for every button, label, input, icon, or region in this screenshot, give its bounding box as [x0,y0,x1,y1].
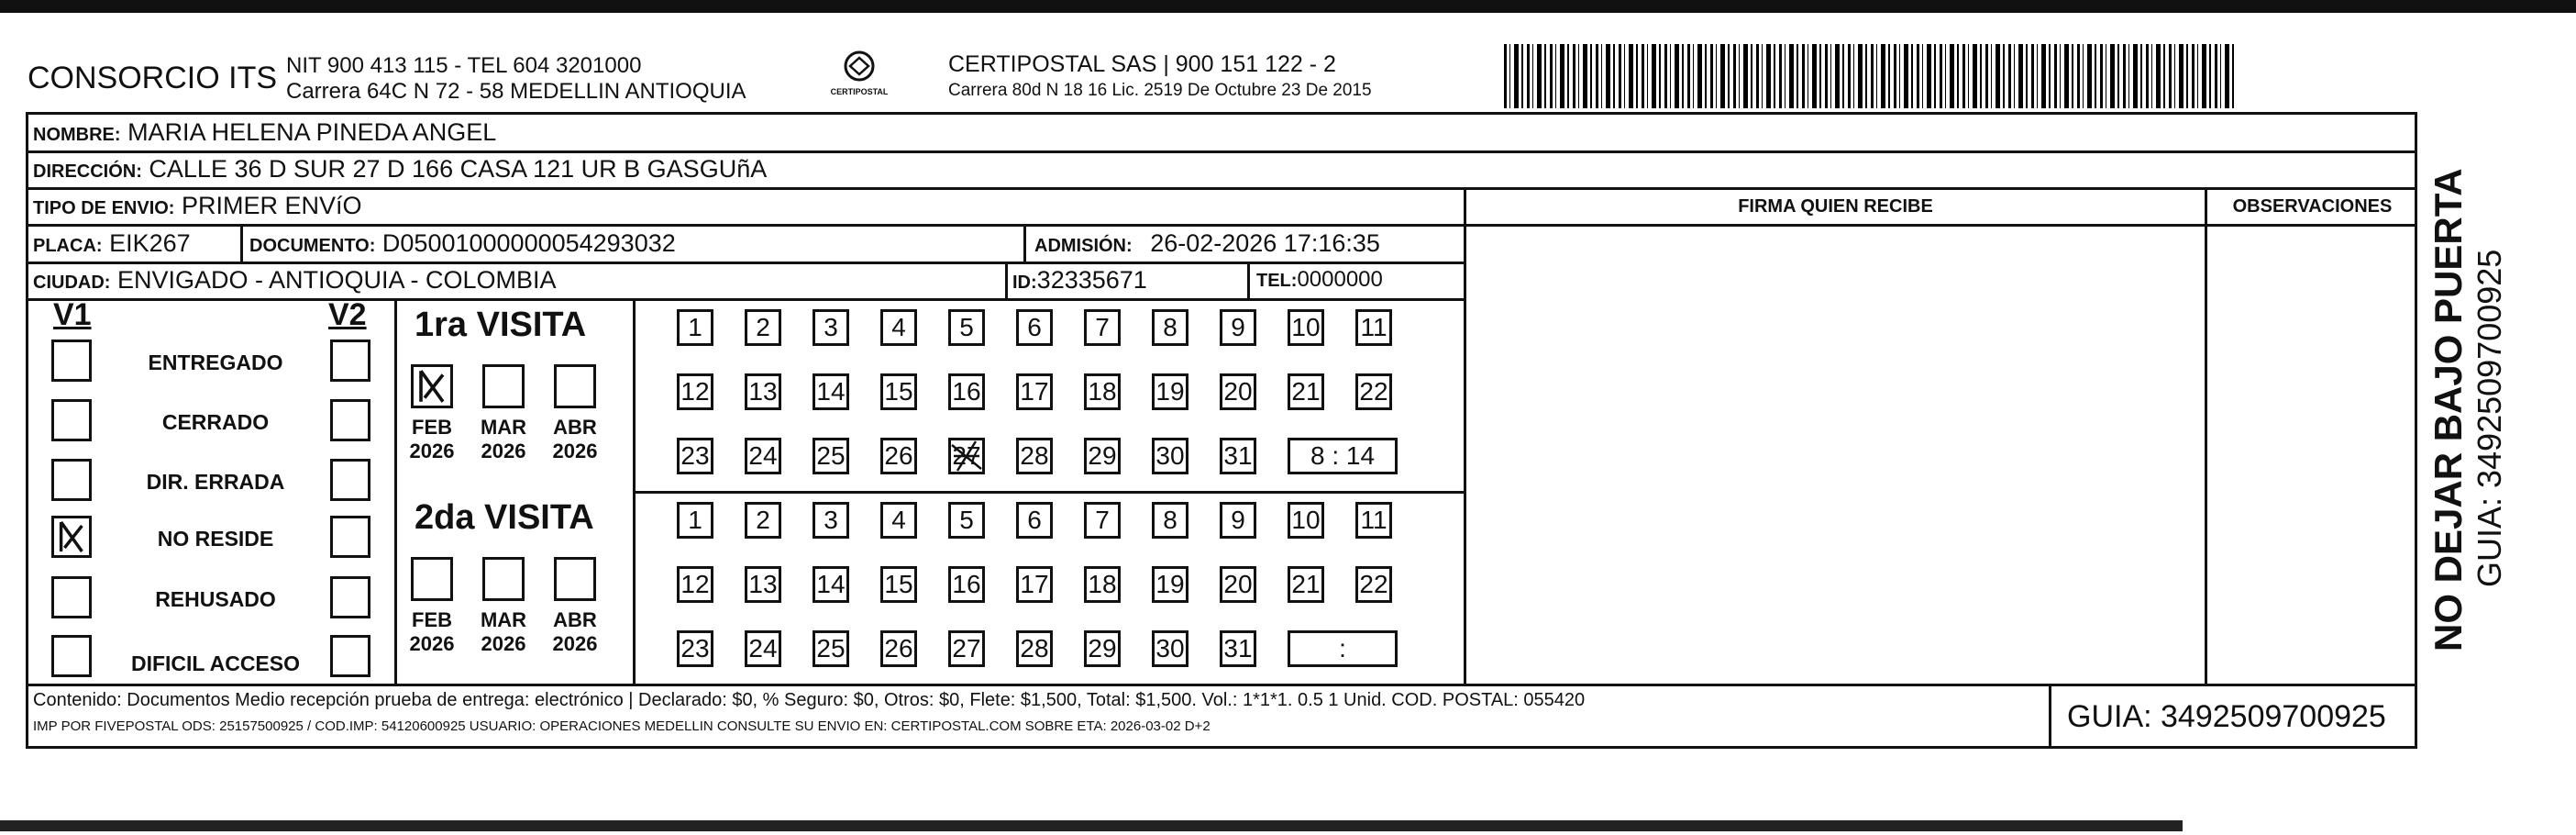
tipo-envio-row [33,189,362,225]
v1-checkbox[interactable] [51,399,92,441]
direccion-value: CALLE 36 D SUR 27 D 166 CASA 121 UR B GASGUñA [149,155,768,183]
firma-label: FIRMA QUIEN RECIBE [1738,196,1933,217]
nombre-row [33,116,496,151]
logo-caption: CERTIPOSTAL [830,87,889,96]
day-box[interactable]: 22 [1355,566,1392,603]
v2-label: V2 [328,297,367,332]
v2-checkbox[interactable] [330,635,370,677]
tipo-envio-label: TIPO DE ENVIO: [33,198,175,218]
status-option-label: ENTREGADO [148,351,283,374]
month-year: 2026 [481,632,526,655]
day-box[interactable]: 11 [1355,502,1392,539]
col-divider [2049,684,2051,749]
certipostal-logo-icon [841,50,878,83]
day-box[interactable]: 12 [677,566,713,603]
handwritten-mark [414,367,450,406]
side-warning: NO DEJAR BAJO PUERTA [2427,168,2470,651]
nombre-value: MARIA HELENA PINEDA ANGEL [127,118,497,146]
day-box[interactable]: 17 [1016,566,1053,603]
visit-title: 2da VISITA [415,498,594,537]
day-box[interactable]: 9 [1220,309,1256,346]
footer-imp: IMP POR FIVEPOSTAL ODS: 25157500925 / COD.IMP: 54120600925 USUARIO: OPERACIONES MEDELLIN CONSULTE SU ENVIO EN: CERTIPOSTAL.COM SOBRE ETA: 2026-03-02 D+2 [33,718,1211,734]
day-box[interactable]: 8 [1152,502,1188,539]
day-box[interactable]: 27 [948,630,985,667]
company-name: CONSORCIO ITS [28,61,278,95]
month-year: 2026 [552,632,598,655]
signature-area[interactable] [1466,263,2205,684]
month-label [471,608,536,656]
month-name: MAR [480,416,527,439]
observaciones-label: OBSERVACIONES [2232,196,2393,217]
ciudad-value: ENVIGADO - ANTIOQUIA - COLOMBIA [116,266,557,294]
day-box[interactable]: 16 [948,373,985,410]
status-option-label: REHUSADO [155,587,276,611]
month-checkbox[interactable] [482,557,525,601]
status-option-label: DIR. ERRADA [146,470,285,494]
day-box[interactable]: 3 [813,502,849,539]
placa-value: EIK267 [109,229,191,257]
month-year: 2026 [409,440,455,462]
month-year: 2026 [552,440,598,462]
v1-label: V1 [53,297,92,332]
placa-label: PLACA: [33,236,103,256]
month-name: FEB [412,416,452,439]
admision-label: ADMISIÓN: [1034,236,1133,256]
month-name: MAR [480,608,527,631]
v2-checkbox[interactable] [330,516,370,558]
status-option-label: NO RESIDE [157,527,274,551]
day-box[interactable]: 1 [677,502,713,539]
day-box[interactable]: 28 [1016,630,1053,667]
day-box[interactable]: 22 [1355,373,1392,410]
row-divider [633,491,1464,494]
direccion-label: DIRECCIÓN: [33,161,142,182]
v2-checkbox[interactable] [330,399,370,441]
day-box[interactable]: 7 [1084,309,1121,346]
id-row [1012,263,1147,299]
id-value: 32335671 [1036,266,1147,294]
status-option-label: DIFICIL ACCESO [130,651,300,675]
day-box[interactable]: 30 [1152,438,1188,474]
col-divider [633,298,636,684]
day-box[interactable]: 4 [880,309,917,346]
documento-label: DOCUMENTO: [249,236,376,256]
day-box[interactable]: 19 [1152,373,1188,410]
tel-value: 0000000 [1297,267,1383,292]
col-divider [240,224,243,262]
v1-checkbox[interactable] [51,459,92,501]
day-box[interactable]: 23 [677,630,713,667]
footer-guia: GUIA: 3492509700925 [2067,699,2386,734]
day-box[interactable]: 14 [813,566,849,603]
month-checkbox[interactable] [482,364,525,408]
day-box[interactable]: 13 [745,373,781,410]
day-box[interactable]: 9 [1220,502,1256,539]
barcode [1504,44,2238,108]
day-box[interactable]: 16 [948,566,985,603]
day-box[interactable]: 11 [1355,309,1392,346]
day-box[interactable]: 2 [745,309,781,346]
day-box[interactable]: 2 [745,502,781,539]
v1-checkbox[interactable] [51,516,92,558]
id-label: ID: [1012,273,1037,293]
month-year: 2026 [481,440,526,462]
day-box[interactable]: 5 [948,309,985,346]
day-box[interactable]: 30 [1152,630,1188,667]
documento-value: D05001000000054293032 [381,229,676,257]
month-label [543,608,607,656]
month-year: 2026 [409,632,455,655]
day-box[interactable]: 1 [677,309,713,346]
day-box[interactable]: 15 [880,373,917,410]
v1-checkbox[interactable] [51,340,92,382]
company-address: Carrera 64C N 72 - 58 MEDELLIN ANTIOQUIA [286,79,746,104]
status-option-label: CERRADO [161,410,270,434]
day-box[interactable]: 25 [813,630,849,667]
certipostal-logo [830,50,889,101]
footer-contenido: Contenido: Documentos Medio recepción prueba de entrega: electrónico | Declarado: $0, % Seguro: $0, Otros: $0, Flete: $1,500, Total: $1,500. Vol.: 1*1*1. 0.5 1 Unid. COD. POSTAL: 055420 [33,690,1586,710]
observaciones-area[interactable] [2207,227,2417,684]
admision-value: 26-02-2026 17:16:35 [1150,229,1380,257]
col-divider [1005,262,1008,298]
documento-row [249,227,676,262]
visit-title: 1ra VISITA [415,306,587,344]
side-guia: GUIA: 3492509700925 [2471,249,2508,587]
col-divider [1023,224,1026,262]
v1-checkbox[interactable] [51,576,92,618]
month-name: ABR [553,416,597,439]
day-box[interactable]: 24 [745,630,781,667]
courier-address: Carrera 80d N 18 16 Lic. 2519 De Octubre 23 De 2015 [948,81,1372,100]
ciudad-row [33,263,557,299]
day-box[interactable]: 31 [1220,630,1256,667]
top-edge-bar [0,0,2576,13]
direccion-row [33,152,767,188]
courier-name: CERTIPOSTAL SAS | 900 151 122 - 2 [948,51,1336,77]
visit-time-box[interactable]: : [1288,630,1398,667]
row-divider [26,684,2417,686]
v2-checkbox[interactable] [330,340,370,382]
day-box[interactable]: 21 [1288,566,1324,603]
col-divider [394,298,397,684]
day-box[interactable]: 20 [1220,566,1256,603]
day-box[interactable]: 28 [1016,438,1053,474]
tel-label: TEL: [1256,271,1298,291]
day-box[interactable]: 5 [948,502,985,539]
day-box[interactable]: 10 [1288,309,1324,346]
month-name: FEB [412,608,452,631]
day-box[interactable]: 12 [677,373,713,410]
day-box[interactable]: 18 [1084,566,1121,603]
bottom-edge-bar [0,820,2183,831]
nombre-label: NOMBRE: [33,125,121,145]
day-box[interactable]: 6 [1016,502,1053,539]
day-box[interactable]: 13 [745,566,781,603]
admision-row [1034,227,1380,262]
day-box[interactable]: 7 [1084,502,1121,539]
day-box[interactable]: 3 [813,309,849,346]
day-box[interactable]: 15 [880,566,917,603]
day-box[interactable]: 20 [1220,373,1256,410]
day-box[interactable]: 4 [880,502,917,539]
month-label [400,608,464,656]
company-nit-tel: NIT 900 413 115 - TEL 604 3201000 [286,53,642,78]
day-box[interactable]: 27 [948,438,985,474]
month-checkbox[interactable] [411,557,453,601]
month-checkbox[interactable] [411,364,453,408]
v1-checkbox[interactable] [51,635,92,677]
tipo-envio-value: PRIMER ENVíO [181,192,362,219]
day-box[interactable]: 31 [1220,438,1256,474]
day-box[interactable]: 21 [1288,373,1324,410]
day-box[interactable]: 29 [1084,630,1121,667]
day-box[interactable]: 8 [1152,309,1188,346]
v2-checkbox[interactable] [330,576,370,618]
handwritten-mark [54,518,89,555]
month-label [400,416,464,463]
day-box[interactable]: 17 [1016,373,1053,410]
day-box[interactable]: 24 [745,438,781,474]
day-box[interactable]: 25 [813,438,849,474]
month-label [471,416,536,463]
day-box[interactable]: 18 [1084,373,1121,410]
day-box[interactable]: 23 [677,438,713,474]
month-checkbox[interactable] [554,364,596,408]
day-box[interactable]: 6 [1016,309,1053,346]
day-box[interactable]: 10 [1288,502,1324,539]
ciudad-label: CIUDAD: [33,273,111,293]
col-divider [1247,262,1250,298]
day-box[interactable]: 26 [880,438,917,474]
day-box[interactable]: 14 [813,373,849,410]
v2-checkbox[interactable] [330,459,370,501]
visit-time-box[interactable]: 8 : 14 [1288,438,1398,474]
day-box[interactable]: 19 [1152,566,1188,603]
day-box[interactable]: 29 [1084,438,1121,474]
day-mark [948,438,985,474]
month-name: ABR [553,608,597,631]
tel-row [1256,263,1383,297]
month-checkbox[interactable] [554,557,596,601]
month-label [543,416,607,463]
placa-row [33,227,191,262]
day-box[interactable]: 26 [880,630,917,667]
